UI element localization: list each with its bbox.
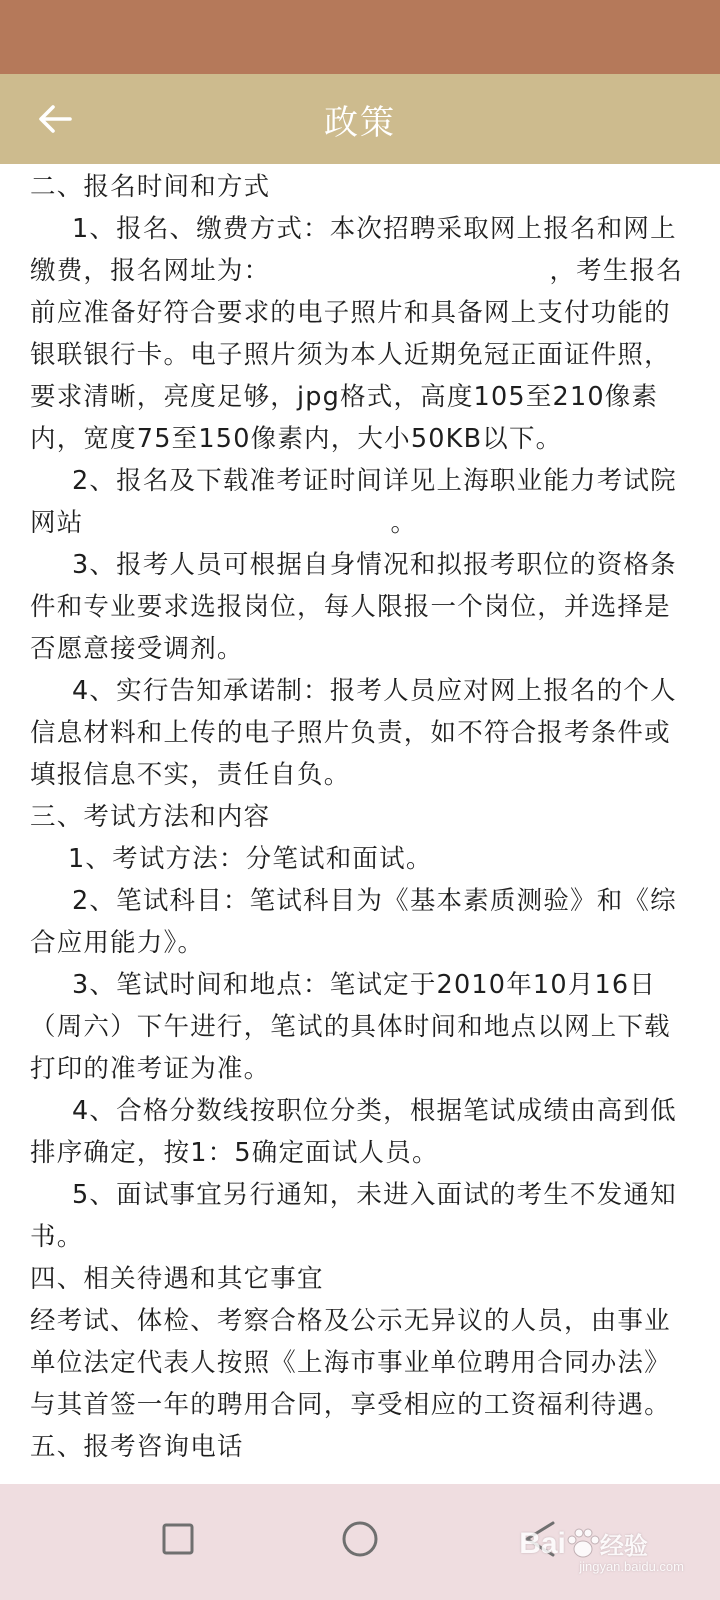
home-button[interactable]	[330, 1509, 390, 1569]
app-bar	[0, 74, 720, 164]
recents-button[interactable]	[148, 1509, 208, 1569]
policy-article	[0, 164, 720, 1514]
section-heading: 三、考试方法和内容	[30, 802, 271, 832]
watermark-brand-prefix: Bai	[519, 1526, 566, 1560]
section-heading: 二、报名时间和方式	[30, 172, 271, 202]
article-paragraph: 4、实行告知承诺制：报考人员应对网上报名的个人信息材料和上传的电子照片负责，如不符合报考条件或填报信息不实，责任自负。	[30, 676, 677, 790]
article-paragraph: 1、考试方法：分笔试和面试。	[68, 844, 433, 874]
article-paragraph: 2、报名及下载准考证时间详见上海职业能力考试院网站 。	[30, 466, 677, 538]
article-paragraph: 3、报考人员可根据自身情况和拟报考职位的资格条件和专业要求选报岗位，每人限报一个岗位，并选择是否愿意接受调剂。	[30, 550, 677, 664]
article-paragraph: 2、笔试科目：笔试科目为《基本素质测验》和《综合应用能力》。	[30, 886, 677, 958]
watermark-url: jingyan.baidu.com	[579, 1559, 684, 1574]
back-button[interactable]	[30, 94, 80, 144]
article-paragraph: 1、报名、缴费方式：本次招聘采取网上报名和网上缴费，报名网址为： ，考生报名前应准备好符合要求的电子照片和具备网上支付功能的银联银行卡。电子照片须为本人近期免冠正面证件照，要求清晰，亮度足够，jpg格式，高度105至210像素内，宽度75至150像素内，大小50KB以下。	[30, 214, 683, 454]
circle-home-icon	[340, 1519, 380, 1559]
square-recents-icon	[161, 1522, 195, 1556]
baidu-jingyan-watermark	[519, 1526, 684, 1574]
system-nav-bar	[0, 1484, 720, 1600]
section-heading: 四、相关待遇和其它事宜	[30, 1264, 324, 1294]
article-paragraph: 3、笔试时间和地点：笔试定于2010年10月16日（周六）下午进行，笔试的具体时间和地点以网上下载打印的准考证为准。	[30, 970, 671, 1084]
arrow-left-icon	[38, 104, 72, 134]
section-heading: 五、报考咨询电话	[30, 1432, 244, 1462]
status-bar	[0, 0, 720, 74]
paw-icon	[566, 1528, 600, 1560]
watermark-brand-suffix: 经验	[599, 1533, 648, 1560]
article-paragraph: 经考试、体检、考察合格及公示无异议的人员，由事业单位法定代表人按照《上海市事业单位聘用合同办法》与其首签一年的聘用合同，享受相应的工资福利待遇。	[30, 1306, 671, 1420]
article-paragraph: 4、合格分数线按职位分类，根据笔试成绩由高到低排序确定，按1：5确定面试人员。	[30, 1096, 677, 1168]
page-title: 政策	[324, 102, 396, 143]
article-paragraph: 5、面试事宜另行通知，未进入面试的考生不发通知书。	[30, 1180, 677, 1252]
